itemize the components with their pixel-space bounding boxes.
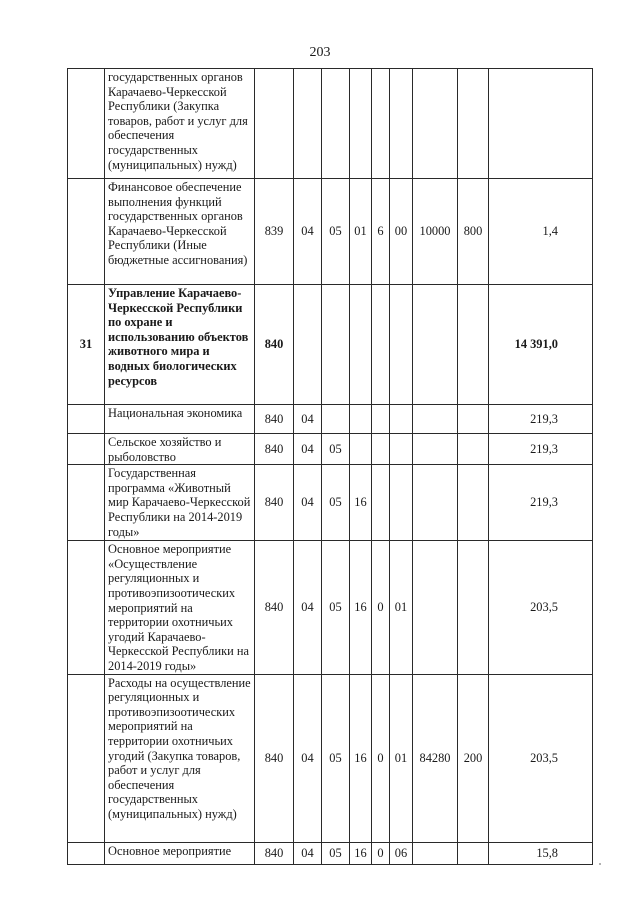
amount-cell: 203,5: [489, 674, 593, 842]
row-number-cell: [68, 405, 105, 434]
subprogram-code-cell: 6: [372, 179, 390, 285]
subprogram-code-cell: [372, 465, 390, 541]
expense-direction-cell: [413, 465, 458, 541]
main-event-code-cell: [390, 285, 413, 405]
section-code-cell: 04: [294, 842, 322, 864]
admin-code-cell: 840: [255, 674, 294, 842]
amount-cell: 14 391,0: [489, 285, 593, 405]
subsection-code-cell: 05: [322, 842, 350, 864]
row-number-cell: [68, 179, 105, 285]
table-row: [68, 541, 593, 674]
program-code-cell: [350, 285, 372, 405]
admin-code-cell: 840: [255, 434, 294, 465]
table-row: [68, 285, 593, 405]
subsection-code-cell: 05: [322, 465, 350, 541]
subprogram-code-cell: [372, 69, 390, 179]
row-number-cell: 31: [68, 285, 105, 405]
section-code-cell: 04: [294, 179, 322, 285]
table-row: [68, 842, 593, 864]
row-name-cell: Сельское хозяйство и рыболовство: [105, 434, 255, 465]
expense-direction-cell: 10000: [413, 179, 458, 285]
row-name-cell: государственных органов Карачаево-Черкесской Республики (Закупка товаров, работ и услуг для обеспечения государственных (муниципальных) нужд): [105, 69, 255, 179]
row-name-cell: Расходы на осуществление регуляционных и противоэпизоотических мероприятий на территории охотничьих угодий (Закупка товаров, работ и услуг для обеспечения государственных (муниципальных) нужд): [105, 674, 255, 842]
subprogram-code-cell: [372, 405, 390, 434]
program-code-cell: [350, 405, 372, 434]
expense-direction-cell: [413, 69, 458, 179]
subsection-code-cell: 05: [322, 434, 350, 465]
expense-type-cell: [458, 541, 489, 674]
program-code-cell: 16: [350, 842, 372, 864]
admin-code-cell: [255, 69, 294, 179]
amount-cell: 219,3: [489, 405, 593, 434]
main-event-code-cell: 01: [390, 674, 413, 842]
expense-direction-cell: [413, 434, 458, 465]
main-event-code-cell: [390, 465, 413, 541]
table-row: [68, 179, 593, 285]
row-name-cell: Основное мероприятие «Осуществление регуляционных и противоэпизоотических мероприятий на территории охотничьих угодий Карачаево-Черкесской Республики на 2014-2019 годы»: [105, 541, 255, 674]
table-row: [68, 405, 593, 434]
amount-cell: 219,3: [489, 434, 593, 465]
amount-cell: [489, 69, 593, 179]
admin-code-cell: 840: [255, 842, 294, 864]
program-code-cell: 16: [350, 465, 372, 541]
table-row: [68, 69, 593, 179]
budget-table: [67, 68, 593, 865]
expense-type-cell: [458, 69, 489, 179]
section-code-cell: [294, 69, 322, 179]
main-event-code-cell: [390, 405, 413, 434]
row-name-cell: Государственная программа «Животный мир Карачаево-Черкесской Республики на 2014-2019 годы»: [105, 465, 255, 541]
program-code-cell: [350, 434, 372, 465]
expense-direction-cell: [413, 842, 458, 864]
subprogram-code-cell: 0: [372, 674, 390, 842]
expense-type-cell: 200: [458, 674, 489, 842]
program-code-cell: 01: [350, 179, 372, 285]
amount-cell: 219,3: [489, 465, 593, 541]
expense-type-cell: [458, 405, 489, 434]
program-code-cell: 16: [350, 674, 372, 842]
row-number-cell: [68, 69, 105, 179]
subsection-code-cell: 05: [322, 179, 350, 285]
subprogram-code-cell: 0: [372, 541, 390, 674]
main-event-code-cell: 01: [390, 541, 413, 674]
row-name-cell: Национальная экономика: [105, 405, 255, 434]
main-event-code-cell: 00: [390, 179, 413, 285]
expense-type-cell: [458, 465, 489, 541]
amount-cell: 15,8: [489, 842, 593, 864]
row-number-cell: [68, 541, 105, 674]
row-number-cell: [68, 842, 105, 864]
row-number-cell: [68, 434, 105, 465]
subsection-code-cell: [322, 285, 350, 405]
row-name-cell: Основное мероприятие: [105, 842, 255, 864]
admin-code-cell: 840: [255, 405, 294, 434]
section-code-cell: 04: [294, 674, 322, 842]
section-code-cell: 04: [294, 434, 322, 465]
row-name-cell: Финансовое обеспечение выполнения функций государственных органов Карачаево-Черкесской Республики (Иные бюджетные ассигнования): [105, 179, 255, 285]
section-code-cell: 04: [294, 541, 322, 674]
subprogram-code-cell: [372, 434, 390, 465]
row-number-cell: [68, 674, 105, 842]
expense-direction-cell: [413, 285, 458, 405]
admin-code-cell: 840: [255, 541, 294, 674]
expense-direction-cell: [413, 405, 458, 434]
section-code-cell: 04: [294, 465, 322, 541]
amount-cell: 203,5: [489, 541, 593, 674]
subsection-code-cell: [322, 69, 350, 179]
main-event-code-cell: [390, 69, 413, 179]
subsection-code-cell: 05: [322, 674, 350, 842]
subprogram-code-cell: 0: [372, 842, 390, 864]
row-name-cell: Управление Карачаево-Черкесской Республики по охране и использованию объектов животного мира и водных биологических ресурсов: [105, 285, 255, 405]
table-row: [68, 465, 593, 541]
table-row: [68, 674, 593, 842]
program-code-cell: 16: [350, 541, 372, 674]
subprogram-code-cell: [372, 285, 390, 405]
main-event-code-cell: 06: [390, 842, 413, 864]
expense-type-cell: [458, 434, 489, 465]
expense-direction-cell: 84280: [413, 674, 458, 842]
row-number-cell: [68, 465, 105, 541]
program-code-cell: [350, 69, 372, 179]
expense-direction-cell: [413, 541, 458, 674]
admin-code-cell: 840: [255, 285, 294, 405]
subsection-code-cell: 05: [322, 541, 350, 674]
expense-type-cell: 800: [458, 179, 489, 285]
section-code-cell: 04: [294, 405, 322, 434]
admin-code-cell: 839: [255, 179, 294, 285]
amount-cell: 1,4: [489, 179, 593, 285]
main-event-code-cell: [390, 434, 413, 465]
scan-speck: [599, 863, 601, 865]
expense-type-cell: [458, 285, 489, 405]
expense-type-cell: [458, 842, 489, 864]
admin-code-cell: 840: [255, 465, 294, 541]
page-number: 203: [309, 45, 331, 60]
table-row: [68, 434, 593, 465]
subsection-code-cell: [322, 405, 350, 434]
section-code-cell: [294, 285, 322, 405]
